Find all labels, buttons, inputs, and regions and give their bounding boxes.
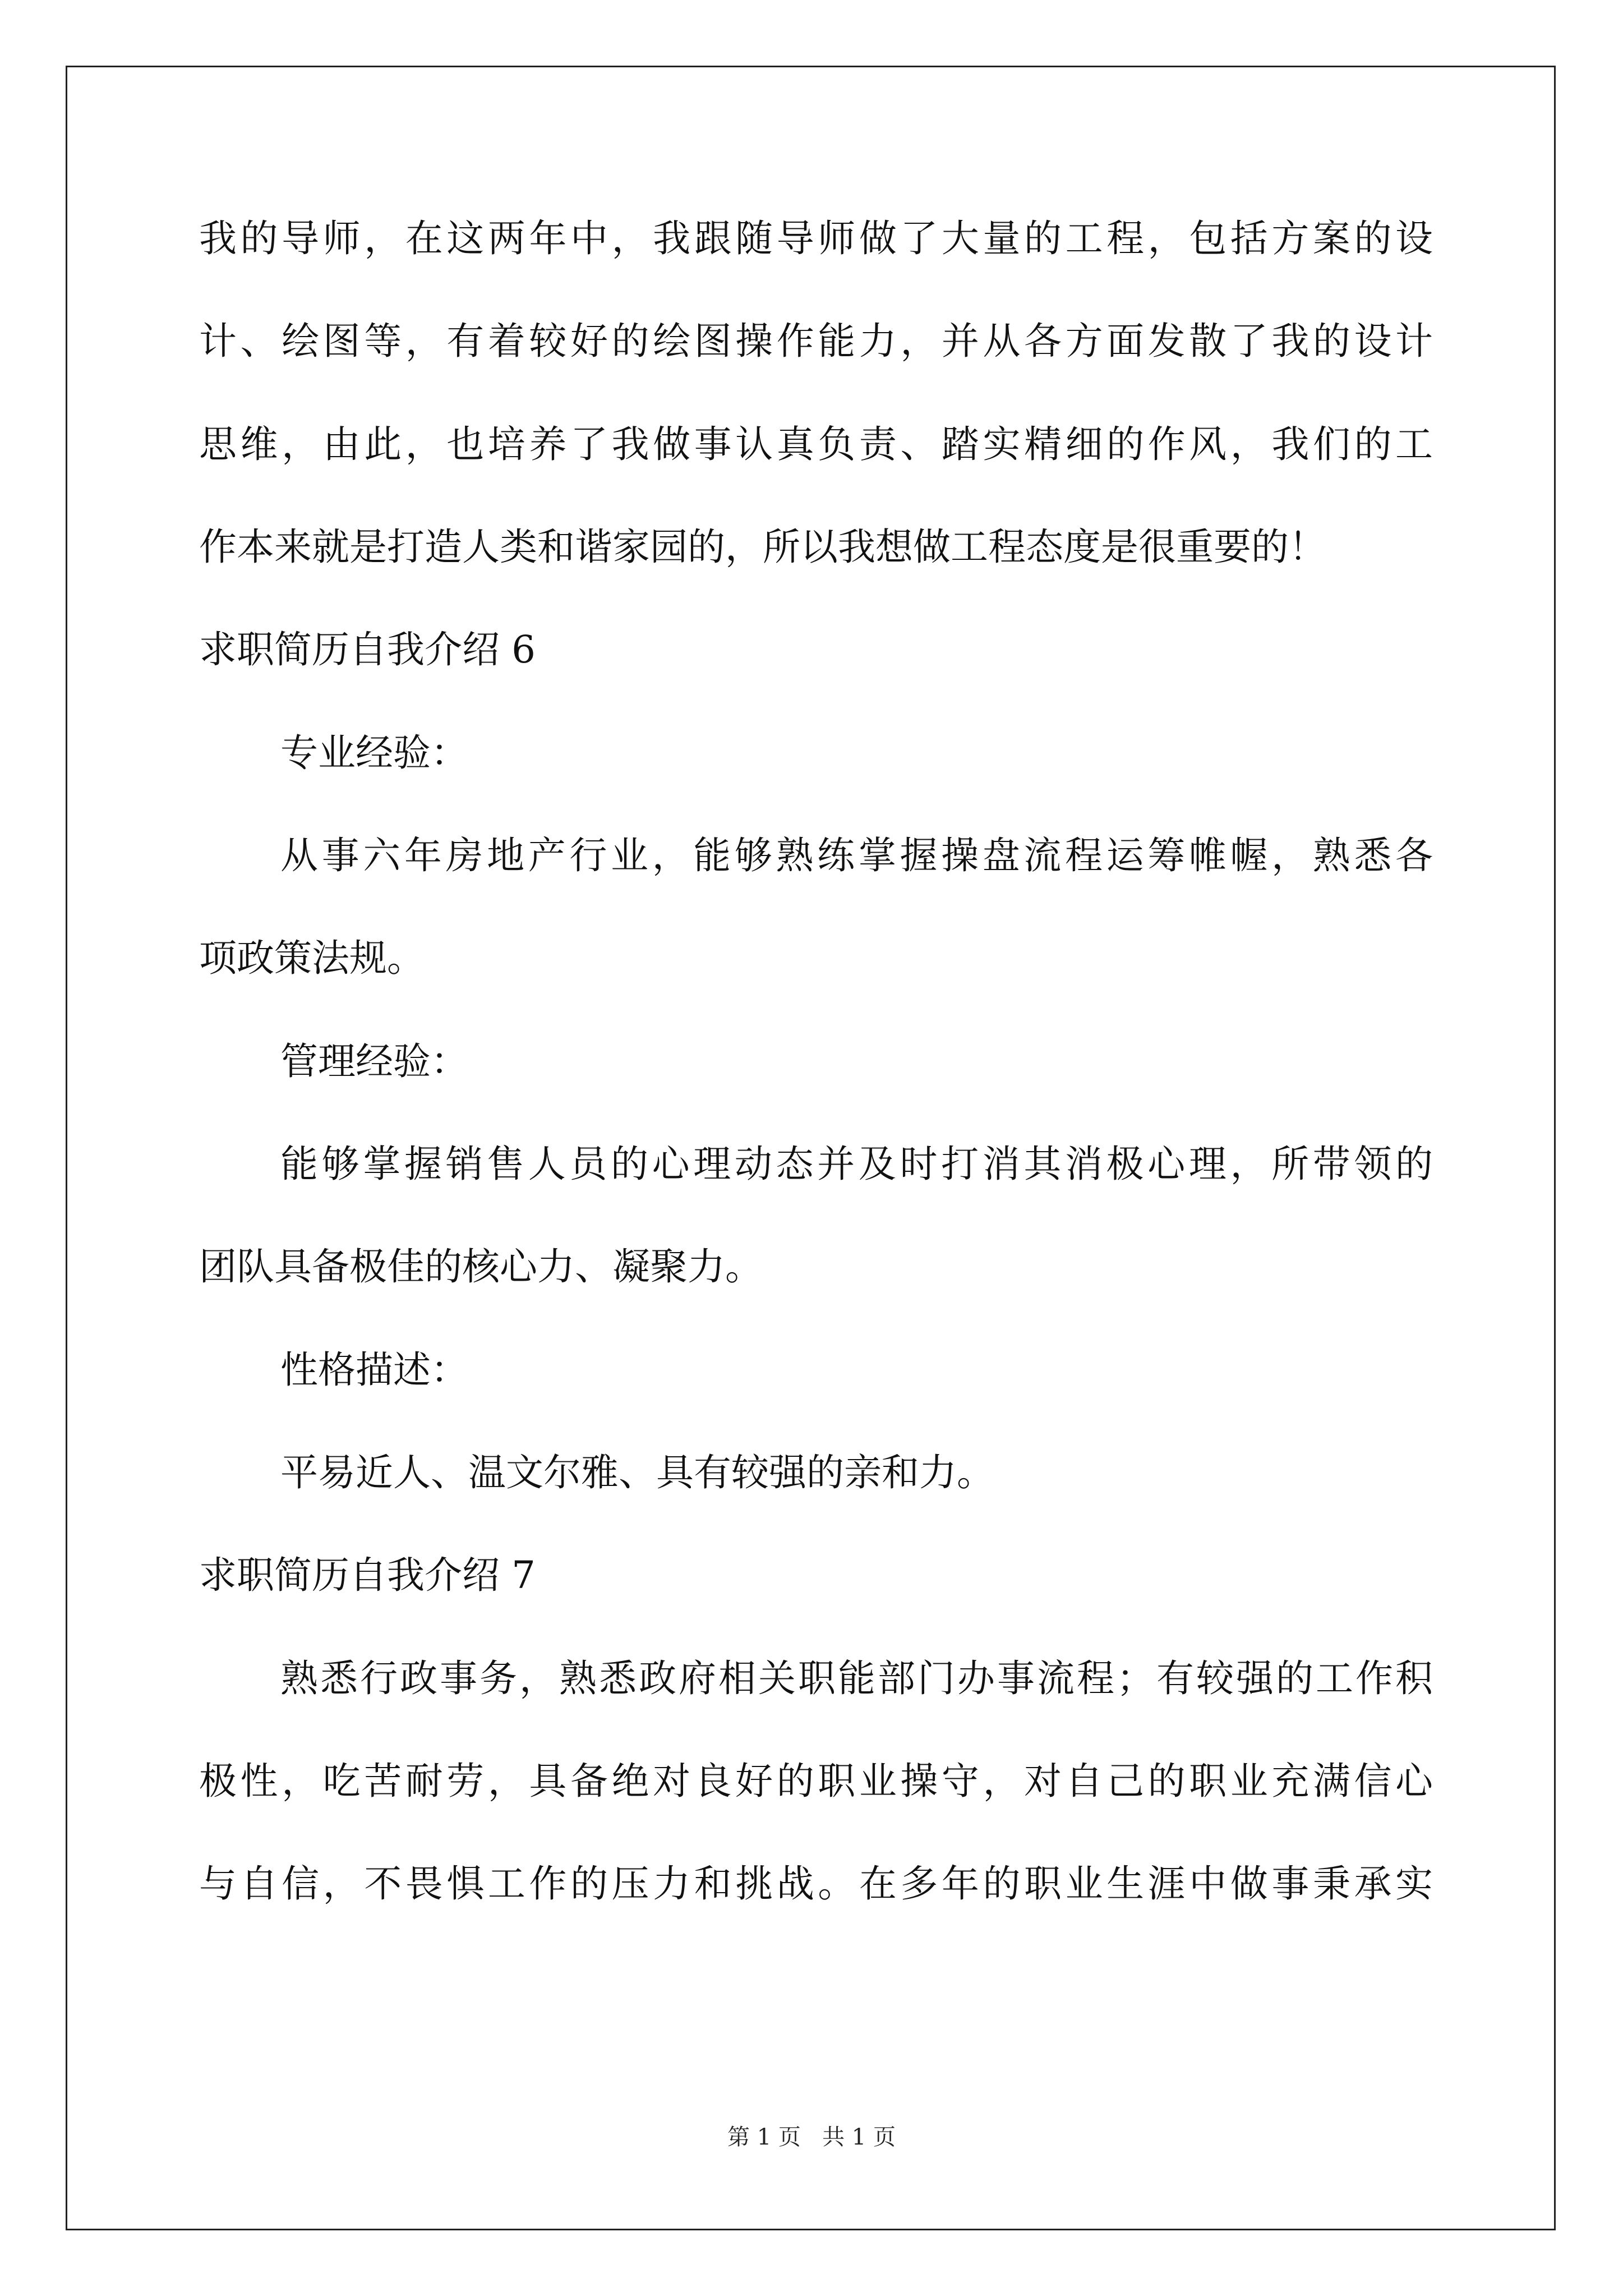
subheading: 性格描述： — [280, 1348, 468, 1392]
subheading: 专业经验： — [280, 731, 468, 775]
paragraph-line: 项政策法规。 — [199, 936, 425, 980]
section-heading: 求职简历自我介绍 6 — [199, 628, 536, 671]
paragraph-line: 能够掌握销售人员的心理动态并及时打消其消极心理，所带领的 — [280, 1142, 1433, 1186]
subheading: 管理经验： — [280, 1039, 468, 1083]
page-number-footer: 第 1 页 共 1 页 — [727, 2124, 896, 2150]
paragraph-line: 我的导师，在这两年中，我跟随导师做了大量的工程，包括方案的设 — [199, 217, 1433, 260]
paragraph-line: 思维，由此，也培养了我做事认真负责、踏实精细的作风，我们的工 — [199, 422, 1433, 466]
paragraph-line: 熟悉行政事务，熟悉政府相关职能部门办事流程；有较强的工作积 — [280, 1657, 1433, 1700]
paragraph-line: 从事六年房地产行业，能够熟练掌握操盘流程运筹帷幄，熟悉各 — [280, 834, 1433, 877]
paragraph-line: 平易近人、温文尔雅、具有较强的亲和力。 — [280, 1451, 994, 1494]
paragraph-line: 作本来就是打造人类和谐家园的，所以我想做工程态度是很重要的！ — [199, 525, 1326, 569]
section-heading: 求职简历自我介绍 7 — [199, 1553, 536, 1597]
paragraph-line: 团队具备极佳的核心力、凝聚力。 — [199, 1245, 763, 1289]
paragraph-line: 极性，吃苦耐劳，具备绝对良好的职业操守，对自己的职业充满信心 — [199, 1759, 1433, 1803]
paragraph-line: 与自信，不畏惧工作的压力和挑战。在多年的职业生涯中做事秉承实 — [199, 1862, 1433, 1906]
paragraph-line: 计、绘图等，有着较好的绘图操作能力，并从各方面发散了我的设计 — [199, 319, 1433, 363]
